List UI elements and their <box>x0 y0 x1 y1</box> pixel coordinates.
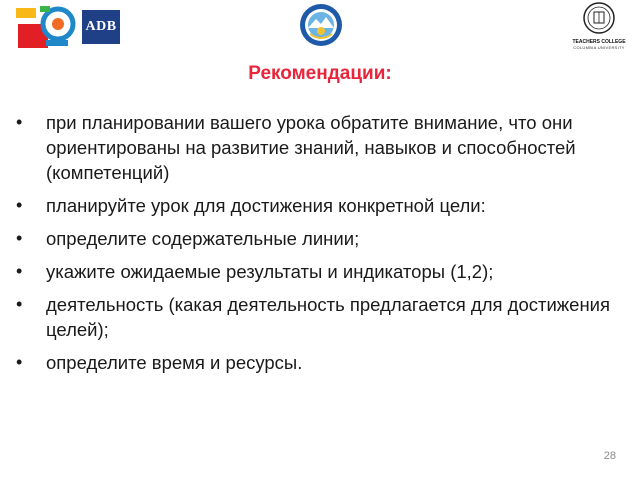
teachers-college-subtitle: COLUMBIA UNIVERSITY <box>573 45 625 50</box>
list-item <box>16 226 626 251</box>
bullet-icon: • <box>16 352 23 372</box>
emblem-icon <box>298 2 344 48</box>
state-emblem-logo <box>298 2 344 48</box>
recommendations-list <box>16 110 626 383</box>
list-item-text: укажите ожидаемые результаты и индикаторы (1,2); <box>46 261 494 282</box>
adb-logo <box>82 10 120 44</box>
list-item <box>16 350 626 375</box>
list-item-text: деятельность (какая деятельность предлагается для достижения целей); <box>46 294 611 340</box>
bullet-icon: • <box>16 261 23 281</box>
slide-title: Рекомендации: <box>248 63 392 84</box>
list-item <box>16 292 626 342</box>
page-number: 28 <box>603 450 616 462</box>
bullet-icon: • <box>16 195 23 215</box>
list-item <box>16 259 626 284</box>
list-item-text: определите содержательные линии; <box>46 228 360 249</box>
list-item <box>16 193 626 218</box>
list-item-text: при планировании вашего урока обратите внимание, что они ориентированы на развитие знаний, навыков и способностей (компетенций) <box>46 112 576 183</box>
bullet-icon: • <box>16 294 23 314</box>
list-item <box>16 110 626 185</box>
bullet-icon: • <box>16 228 23 248</box>
anniversary-logo <box>16 4 78 50</box>
bullet-icon: • <box>16 112 23 132</box>
list-item-text: определите время и ресурсы. <box>46 352 303 373</box>
anniversary-50-icon <box>16 4 78 50</box>
teachers-college-name: TEACHERS COLLEGE <box>572 39 626 45</box>
list-item-text: планируйте урок для достижения конкретной цели: <box>46 195 486 216</box>
teachers-college-logo <box>566 0 632 56</box>
teachers-college-seal-icon <box>582 0 616 38</box>
adb-logo-text: ADB <box>85 19 117 34</box>
